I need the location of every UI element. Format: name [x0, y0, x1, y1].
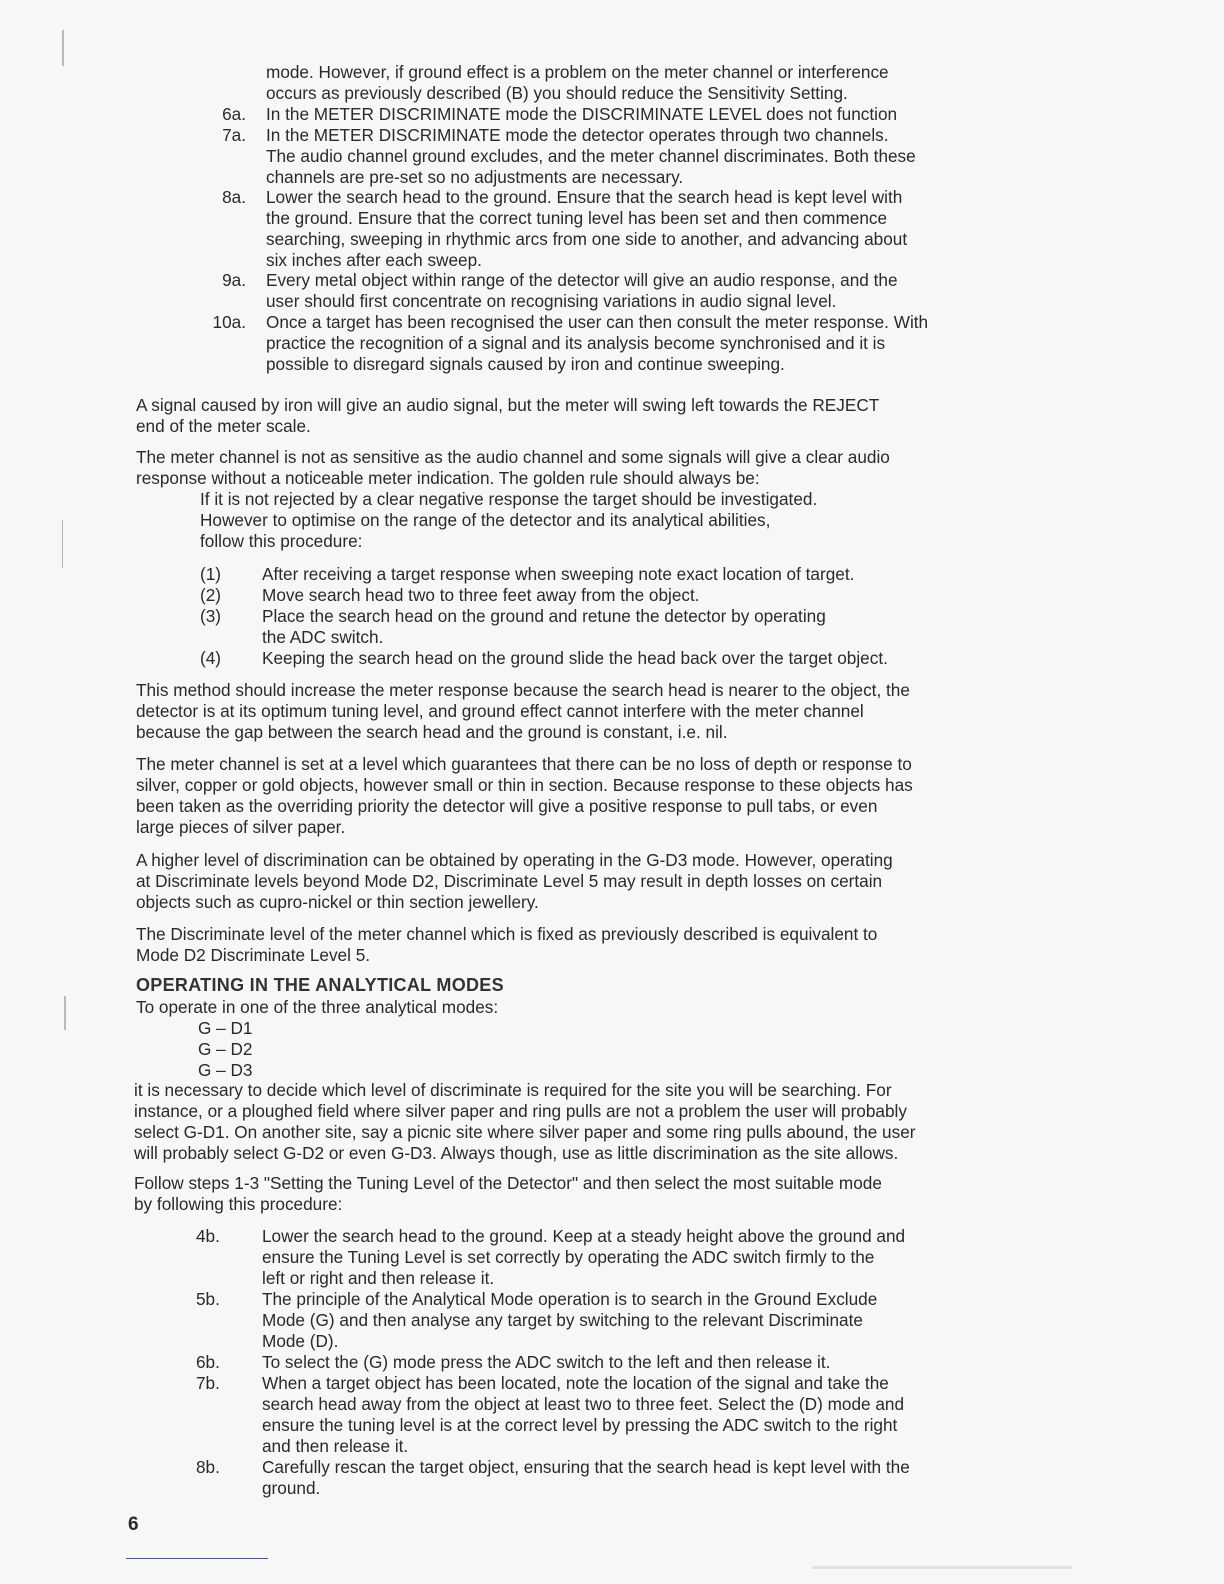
mode-item: G – D3 — [198, 1060, 253, 1080]
text-line: the ADC switch. — [262, 627, 384, 647]
text-line: response without a noticeable meter indication. The golden rule should always be: — [136, 468, 760, 488]
text-line: large pieces of silver paper. — [136, 817, 346, 837]
text-line: Mode D2 Discriminate Level 5. — [136, 945, 371, 965]
list-item-4b — [196, 1226, 1066, 1289]
item-number: 9a. — [222, 270, 246, 290]
text-line: A higher level of discrimination can be obtained by operating in the G-D3 mode. However, operating — [136, 850, 893, 870]
text-line: will probably select G-D2 or even G-D3. Always though, use as little discrimination as the site allows. — [134, 1143, 899, 1163]
procedure-step-4 — [200, 648, 1070, 669]
section-heading: OPERATING IN THE ANALYTICAL MODES — [136, 975, 504, 995]
item-number: 10a. — [212, 312, 246, 332]
text-line: Once a target has been recognised the user can then consult the meter response. With — [266, 312, 929, 332]
item-number: 4b. — [196, 1226, 220, 1246]
text-line: Move search head two to three feet away from the object. — [262, 585, 700, 605]
paragraph-higher-discrimination — [136, 850, 1076, 913]
step-number: (1) — [200, 564, 222, 584]
text-line: Every metal object within range of the detector will give an audio response, and the — [266, 270, 898, 290]
list-item-7a — [186, 125, 1066, 188]
item-number: 6b. — [196, 1352, 220, 1372]
item-number: 5b. — [196, 1289, 220, 1309]
text-line: by following this procedure: — [134, 1194, 343, 1214]
text-line: silver, copper or gold objects, however small or thin in section. Because response to these objects has — [136, 775, 913, 795]
text-line: The audio channel ground excludes, and the meter channel discriminates. Both these — [266, 146, 916, 166]
text-line: Mode (D). — [262, 1331, 339, 1351]
text-line: practice the recognition of a signal and its analysis become synchronised and it is — [266, 333, 886, 353]
footer-artifact — [812, 1566, 1072, 1569]
text-line: The principle of the Analytical Mode operation is to search in the Ground Exclude — [262, 1289, 878, 1309]
list-item-7b — [196, 1373, 1066, 1457]
procedure-step-1 — [200, 564, 1070, 585]
text-line: detector is at its optimum tuning level, and ground effect cannot interfere with the meter channel — [136, 701, 864, 721]
list-item-8a — [186, 187, 1066, 271]
text-line: search head away from the object at least two to three feet. Select the (D) mode and — [262, 1394, 905, 1414]
text-line: After receiving a target response when sweeping note exact location of target. — [262, 564, 855, 584]
text-line: mode. However, if ground effect is a problem on the meter channel or interference — [266, 62, 889, 82]
text-line: instance, or a ploughed field where silver paper and ring pulls are not a problem the user will probably — [134, 1101, 907, 1121]
text-line: ensure the Tuning Level is set correctly by operating the ADC switch firmly to the — [262, 1247, 875, 1267]
text-line: and then release it. — [262, 1436, 409, 1456]
list-item-9a — [186, 270, 1066, 312]
text-line: The Discriminate level of the meter channel which is fixed as previously described is equivalent to — [136, 924, 878, 944]
text-line: Carefully rescan the target object, ensuring that the search head is kept level with the — [262, 1457, 910, 1477]
text-line: To operate in one of the three analytical modes: — [136, 997, 499, 1017]
paragraph-follow-steps — [134, 1173, 1084, 1215]
text-line: because the gap between the search head and the ground is constant, i.e. nil. — [136, 722, 728, 742]
list-item-6a — [186, 104, 1066, 125]
paragraph-fixed-level — [136, 924, 1076, 966]
paragraph-meter-level — [136, 754, 1076, 838]
item-number: 7a. — [222, 125, 246, 145]
scan-artifact — [62, 30, 64, 66]
text-line: If it is not rejected by a clear negative response the target should be investigated. — [200, 489, 818, 509]
item-number: 8b. — [196, 1457, 220, 1477]
procedure-step-2 — [200, 585, 1070, 606]
item-number: 6a. — [222, 104, 246, 124]
paragraph-intro — [136, 997, 1076, 1018]
footer-divider — [126, 1558, 268, 1559]
text-line: In the METER DISCRIMINATE mode the DISCRIMINATE LEVEL does not function — [266, 104, 898, 124]
text-line: end of the meter scale. — [136, 416, 311, 436]
step-number: (2) — [200, 585, 222, 605]
paragraph-iron-signal — [136, 395, 1076, 437]
text-line: Place the search head on the ground and retune the detector by operating — [262, 606, 826, 626]
text-line: user should first concentrate on recognising variations in audio signal level. — [266, 291, 837, 311]
step-number: (4) — [200, 648, 222, 668]
paragraph-meter-channel — [136, 447, 1076, 489]
golden-rule — [200, 489, 980, 552]
text-line: possible to disregard signals caused by iron and continue sweeping. — [266, 354, 785, 374]
text-line: follow this procedure: — [200, 531, 363, 551]
text-line: To select the (G) mode press the ADC switch to the left and then release it. — [262, 1352, 831, 1372]
mode-item: G – D2 — [198, 1039, 253, 1059]
text-line: Keeping the search head on the ground slide the head back over the target object. — [262, 648, 888, 668]
list-item-6b — [196, 1352, 1066, 1373]
text-line: Mode (G) and then analyse any target by switching to the relevant Discriminate — [262, 1310, 863, 1330]
text-line: Lower the search head to the ground. Ensure that the search head is kept level with — [266, 187, 903, 207]
paragraph-method — [136, 680, 1076, 743]
text-line: ensure the tuning level is at the correct level by pressing the ADC switch to the right — [262, 1415, 898, 1435]
scan-artifact — [64, 996, 66, 1030]
page-number: 6 — [128, 1514, 139, 1535]
scan-artifact — [62, 520, 63, 568]
procedure-step-3 — [200, 606, 1070, 648]
text-line: it is necessary to decide which level of discriminate is required for the site you will be searching. For — [134, 1080, 892, 1100]
mode-item: G – D1 — [198, 1018, 253, 1038]
continuation-text — [266, 62, 1066, 104]
step-number: (3) — [200, 606, 222, 626]
paragraph-decide — [134, 1080, 1084, 1164]
text-line: However to optimise on the range of the detector and its analytical abilities, — [200, 510, 771, 530]
text-line: six inches after each sweep. — [266, 250, 482, 270]
text-line: When a target object has been located, note the location of the signal and take the — [262, 1373, 889, 1393]
list-item-5b — [196, 1289, 1066, 1352]
text-line: ground. — [262, 1478, 321, 1498]
item-number: 8a. — [222, 187, 246, 207]
text-line: at Discriminate levels beyond Mode D2, Discriminate Level 5 may result in depth losses on certain — [136, 871, 883, 891]
text-line: A signal caused by iron will give an audio signal, but the meter will swing left towards the REJECT — [136, 395, 880, 415]
item-number: 7b. — [196, 1373, 220, 1393]
text-line: Follow steps 1-3 "Setting the Tuning Level of the Detector" and then select the most suitable mode — [134, 1173, 882, 1193]
text-line: searching, sweeping in rhythmic arcs from one side to another, and advancing about — [266, 229, 908, 249]
list-item-8b — [196, 1457, 1066, 1499]
list-item-10a — [186, 312, 1066, 375]
text-line: Lower the search head to the ground. Keep at a steady height above the ground and — [262, 1226, 906, 1246]
text-line: objects such as cupro-nickel or thin section jewellery. — [136, 892, 539, 912]
text-line: been taken as the overriding priority the detector will give a positive response to pull tabs, or even — [136, 796, 878, 816]
text-line: the ground. Ensure that the correct tuning level has been set and then commence — [266, 208, 888, 228]
text-line: The meter channel is set at a level which guarantees that there can be no loss of depth or response to — [136, 754, 912, 774]
text-line: left or right and then release it. — [262, 1268, 495, 1288]
text-line: channels are pre-set so no adjustments are necessary. — [266, 167, 684, 187]
text-line: In the METER DISCRIMINATE mode the detector operates through two channels. — [266, 125, 889, 145]
text-line: select G-D1. On another site, say a picnic site where silver paper and some ring pulls abound, the user — [134, 1122, 916, 1142]
text-line: The meter channel is not as sensitive as the audio channel and some signals will give a clear audio — [136, 447, 890, 467]
modes-list — [198, 1018, 398, 1081]
text-line: occurs as previously described (B) you should reduce the Sensitivity Setting. — [266, 83, 848, 103]
text-line: This method should increase the meter response because the search head is nearer to the object, the — [136, 680, 910, 700]
